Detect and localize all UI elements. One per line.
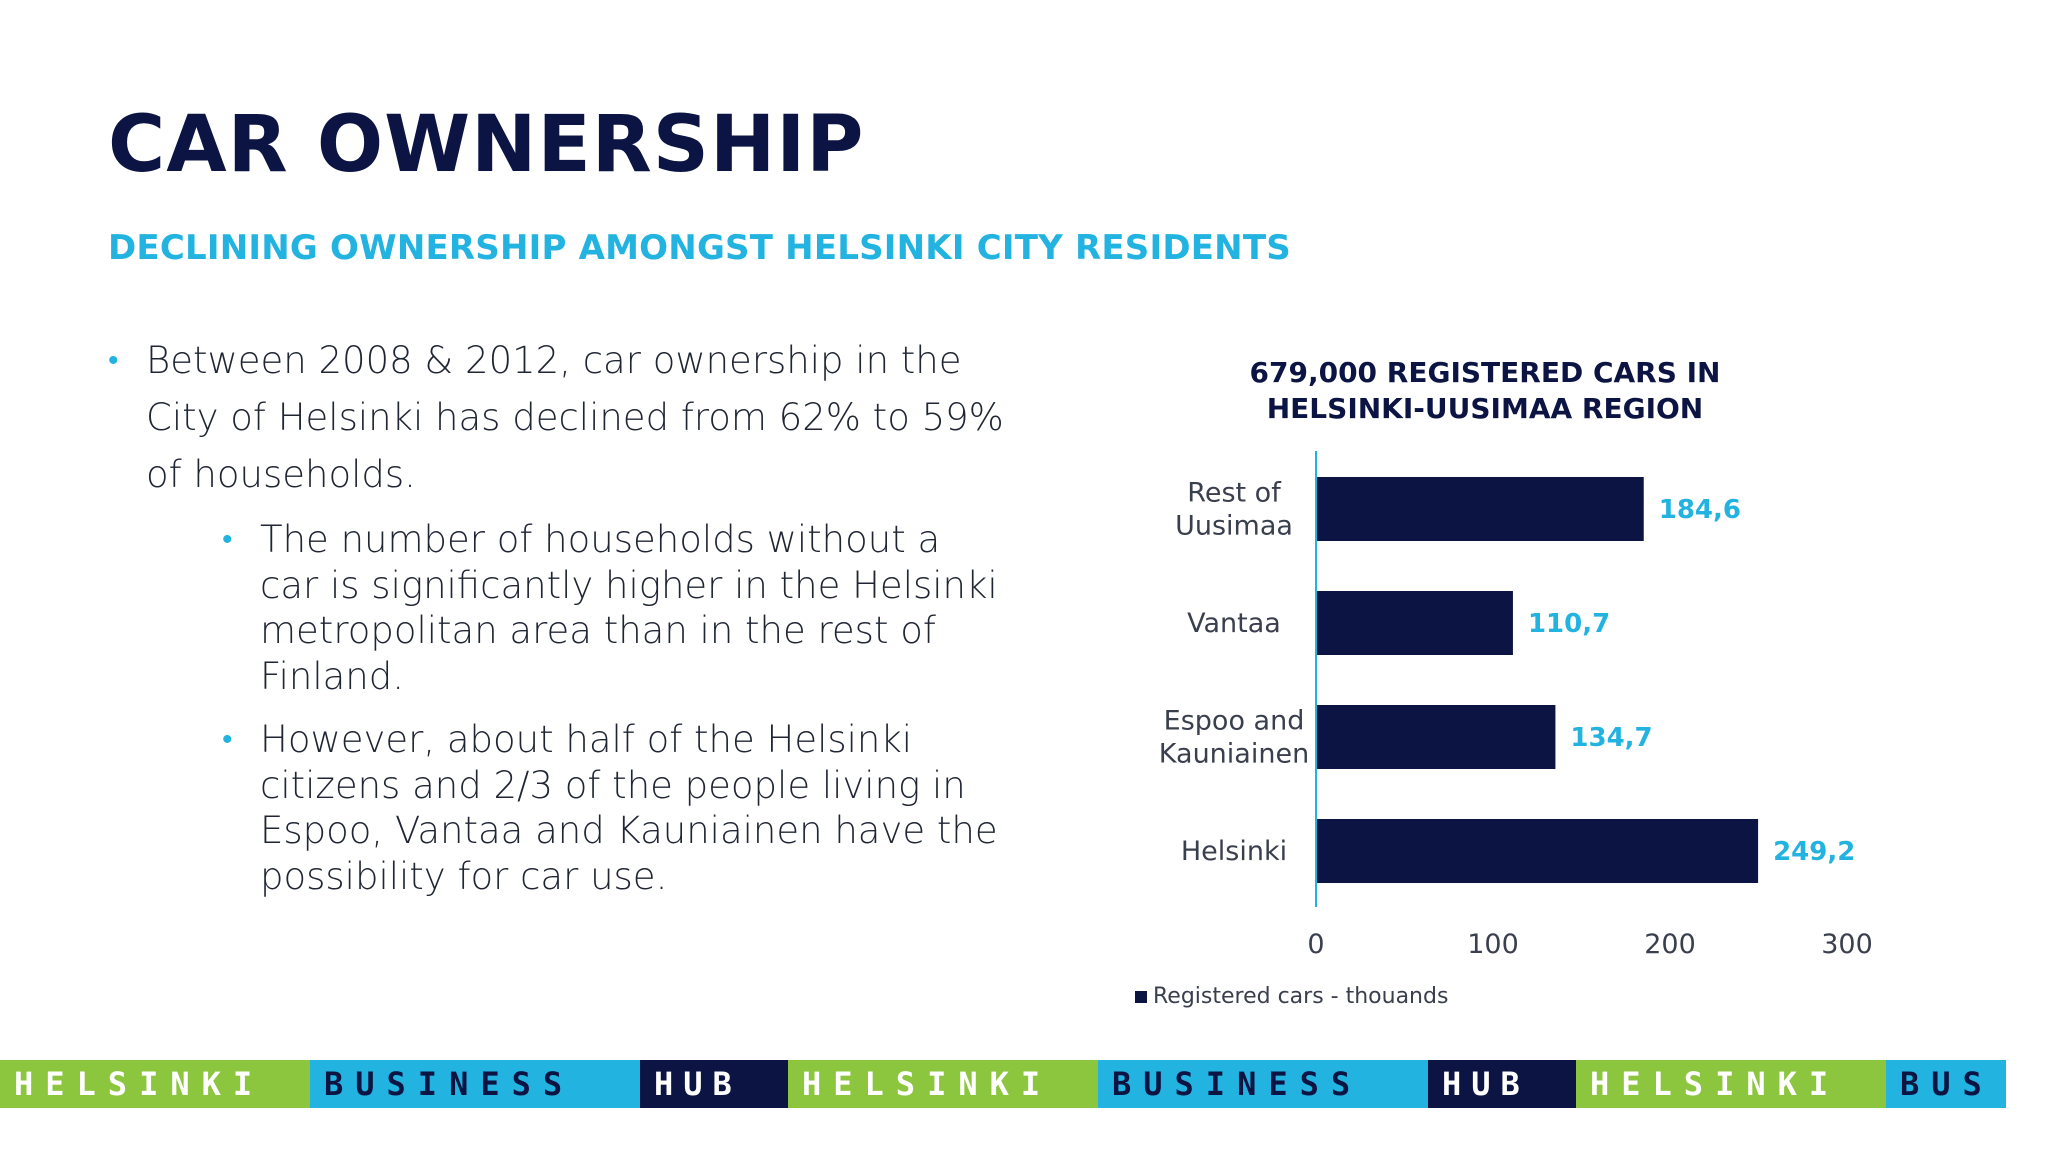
banner-word-1: HELSINKI	[14, 1065, 265, 1103]
slide-title: CAR OWNERSHIP	[108, 100, 865, 190]
sub-bullet-2: • However, about half of the Helsinki citizens and 2/3 of the people living in Espoo, Vantaa and Kauniainen have the possibility for car use.	[222, 717, 1008, 899]
x-tick-label-100: 100	[1467, 929, 1519, 960]
bullet-list	[108, 332, 1008, 917]
x-tick-label-200: 200	[1644, 929, 1696, 960]
bullet-main	[108, 332, 1008, 899]
category-label-2: Vantaa	[1187, 608, 1281, 639]
banner-word-7: HELSINKI	[1590, 1065, 1841, 1103]
value-label-1: 184,6	[1658, 495, 1741, 525]
value-label-2: 110,7	[1527, 609, 1611, 639]
bullet-main-text: Between 2008 & 2012, car ownership in the City of Helsinki has declined from 62% to 59% of households.	[146, 339, 1004, 496]
category-label-1-line-1: Rest of	[1187, 477, 1281, 509]
bar-2	[1317, 591, 1513, 655]
x-tick-label-0: 0	[1307, 929, 1325, 960]
bar-4	[1317, 819, 1758, 883]
chart-plot	[1100, 355, 2000, 995]
legend-swatch	[1135, 991, 1147, 1003]
bar-chart	[1100, 355, 2000, 1015]
banner-word-4: HELSINKI	[802, 1065, 1053, 1103]
category-label-4: Helsinki	[1180, 836, 1288, 867]
x-tick-label-300: 300	[1821, 929, 1873, 960]
category-label-3-line-2: Kauniainen	[1158, 738, 1310, 770]
legend-label: Registered cars - thouands	[1153, 984, 1449, 1009]
sub-bullet-list	[146, 517, 1008, 899]
value-label-3: 134,7	[1570, 723, 1653, 753]
chart-legend	[1135, 984, 1448, 1009]
helsinki-business-hub-banner	[0, 1060, 2048, 1108]
category-label-3-line-1: Espoo and	[1163, 705, 1305, 737]
banner-word-5: BUSINESS	[1112, 1065, 1363, 1103]
banner-word-3: HUB	[654, 1065, 742, 1103]
value-label-4: 249,2	[1773, 837, 1856, 867]
category-label-1-line-2: Uusimaa	[1175, 510, 1293, 542]
chart-title-line-2: HELSINKI-UUSIMAA REGION	[1266, 392, 1704, 425]
banner-word-2: BUSINESS	[324, 1065, 575, 1103]
slide-subtitle: DECLINING OWNERSHIP AMONGST HELSINKI CITY RESIDENTS	[108, 228, 1291, 268]
banner-word-8: BUS	[1900, 1065, 1994, 1103]
banner-word-6: HUB	[1442, 1065, 1530, 1103]
chart-title-line-1: 679,000 REGISTERED CARS IN	[1249, 356, 1721, 389]
bar-1	[1317, 477, 1644, 541]
sub-bullet-1: • The number of households without a car is significantly higher in the Helsinki metropolitan area than in the rest of Finland.	[222, 517, 1008, 699]
bar-3	[1317, 705, 1555, 769]
